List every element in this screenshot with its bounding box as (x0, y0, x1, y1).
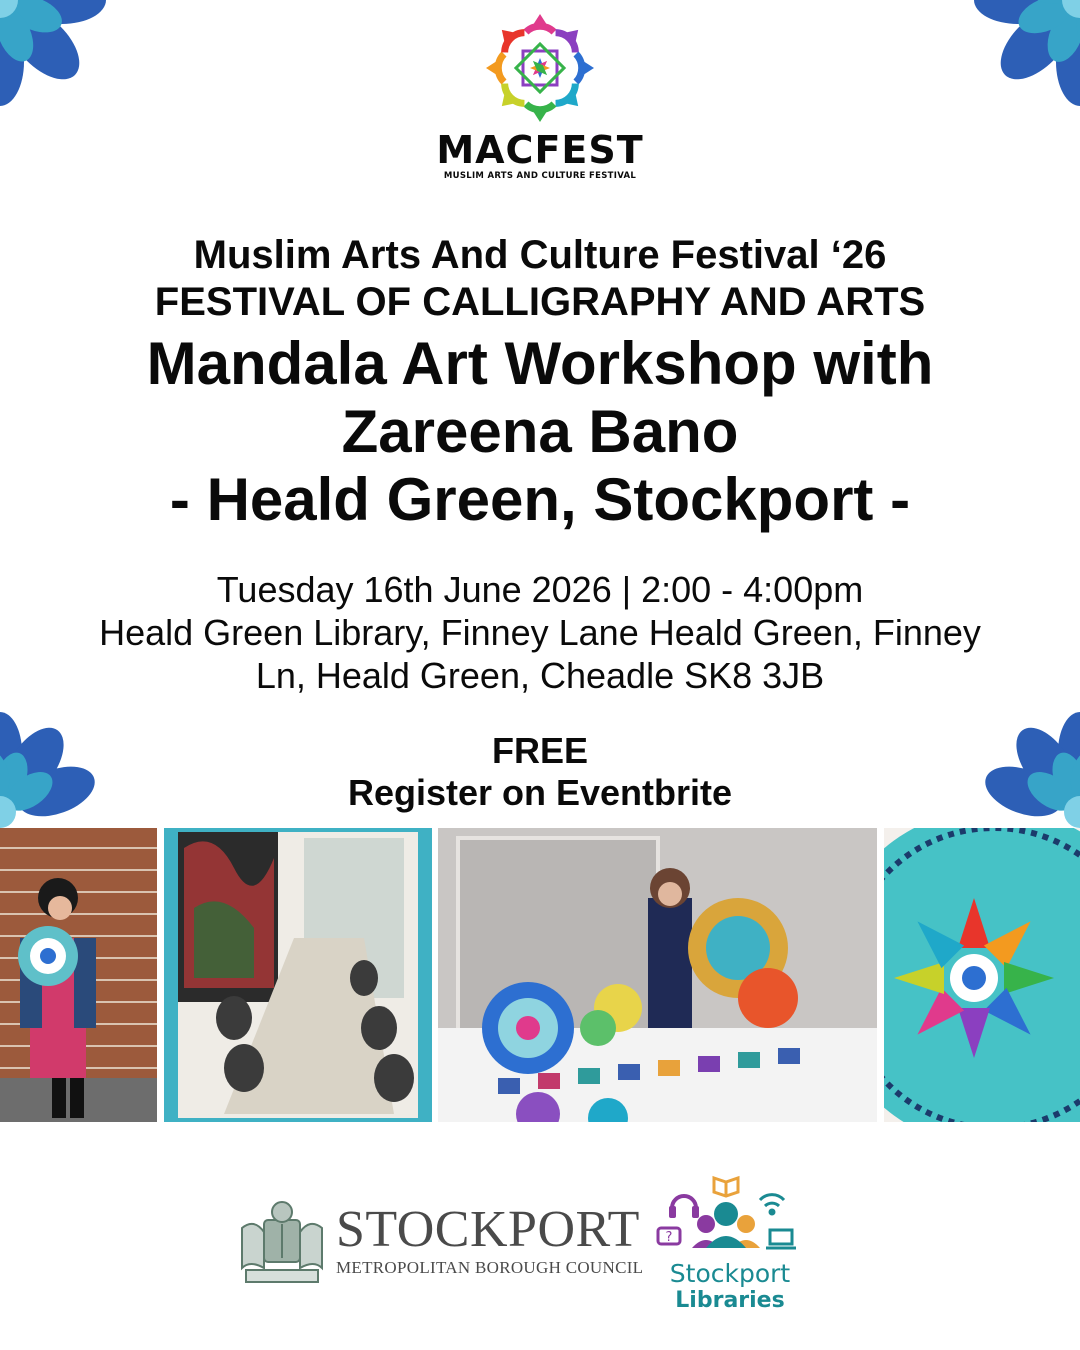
photo-artist-holding-mandala (0, 828, 157, 1122)
library-name-line-2: Libraries (675, 1288, 785, 1313)
workshop-title-line-1: Mandala Art Workshop with (146, 330, 934, 397)
laptop-icon (766, 1230, 796, 1248)
workshop-title-line-3: - Heald Green, Stockport - (169, 466, 911, 533)
festival-title: Muslim Arts And Culture Festival ‘26 (193, 233, 887, 277)
photo-mandala-closeup (884, 828, 1080, 1122)
wifi-icon (760, 1195, 784, 1214)
library-people-icon (656, 1172, 796, 1260)
headphones-icon (669, 1196, 699, 1218)
svg-text:?: ? (665, 1230, 673, 1245)
photo-workshop-room (164, 828, 432, 1122)
book-icon (714, 1178, 738, 1196)
brand-tagline: MUSLIM ARTS AND CULTURE FESTIVAL (443, 171, 637, 181)
council-subtitle: METROPOLITAN BOROUGH COUNCIL (336, 1258, 644, 1277)
council-name: STOCKPORT (336, 1201, 640, 1258)
library-logo (660, 1260, 800, 1314)
event-datetime: Tuesday 16th June 2026 | 2:00 - 4:00pm (216, 569, 864, 610)
workshop-title-line-2: Zareena Bano (341, 398, 739, 465)
event-address-line-1: Heald Green Library, Finney Lane Heald Green, Finney (99, 612, 981, 653)
question-icon (658, 1228, 680, 1245)
price-label: FREE (491, 730, 588, 771)
macfest-logo (0, 12, 1080, 182)
workshop-title (40, 330, 1040, 534)
macfest-logo-icon (484, 12, 596, 124)
festival-subtitle: FESTIVAL OF CALLIGRAPHY AND ARTS (154, 280, 926, 324)
council-crest-icon (236, 1198, 328, 1288)
event-address-line-2: Ln, Heald Green, Cheadle SK8 3JB (255, 655, 825, 696)
library-name-line-1: Stockport (669, 1259, 791, 1288)
council-logo (336, 1202, 643, 1278)
sponsor-footer (0, 1170, 1080, 1320)
brand-name: MACFEST (436, 128, 644, 172)
photo-mandala-stall (438, 828, 877, 1122)
register-link[interactable]: Register on Eventbrite (347, 772, 733, 813)
